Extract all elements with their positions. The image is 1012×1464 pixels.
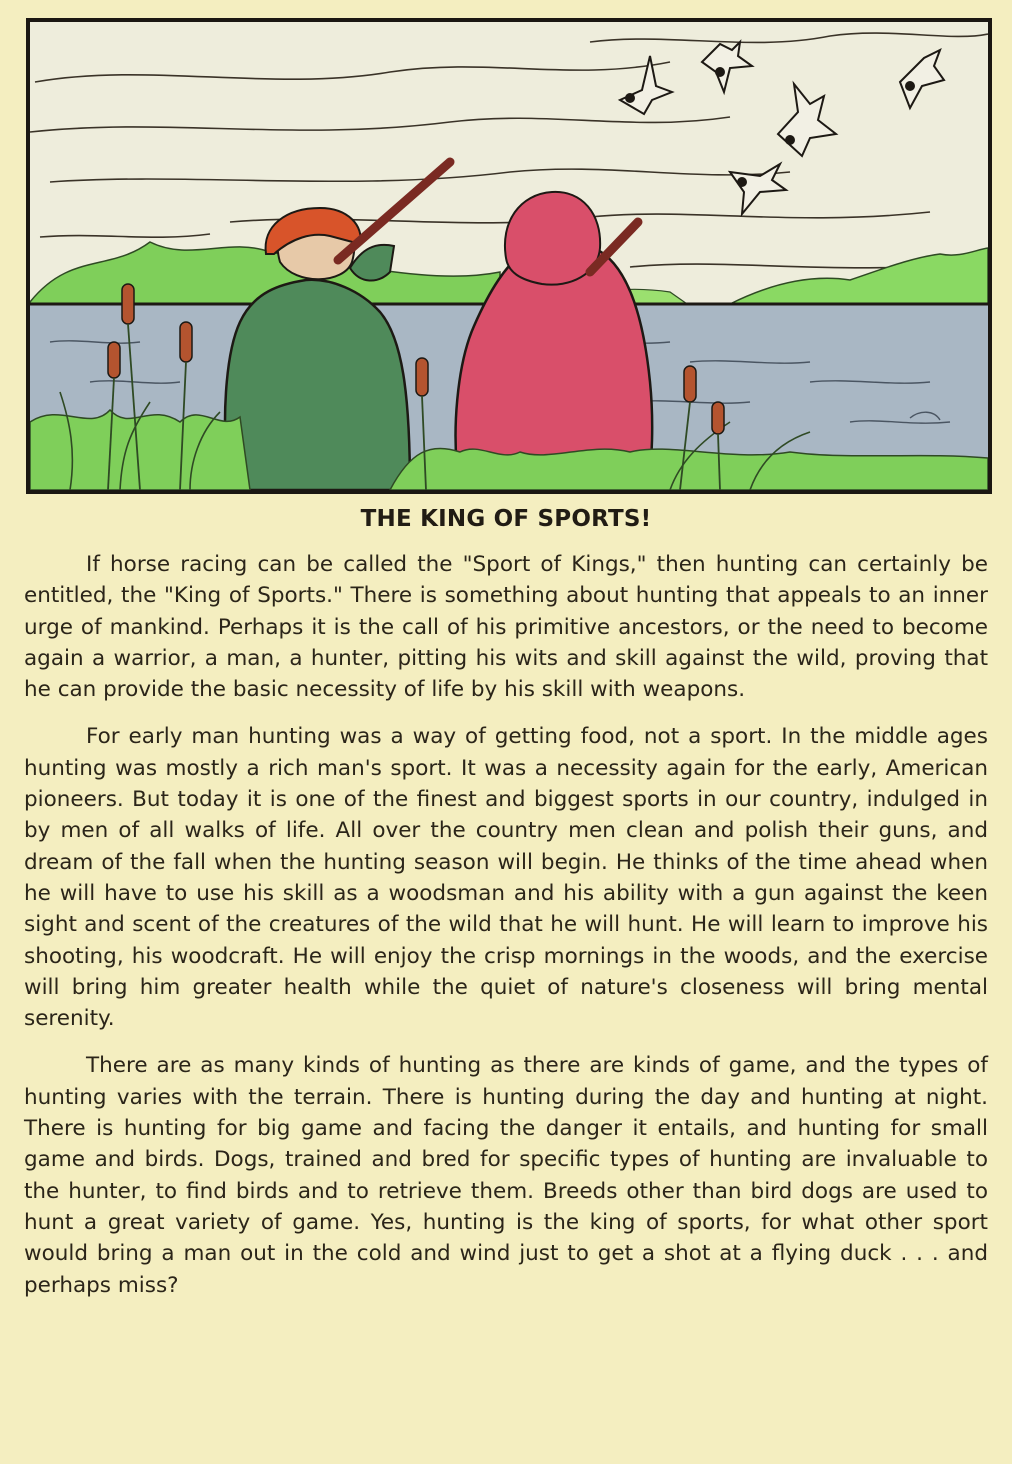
article-paragraph: For early man hunting was a way of getting food, not a sport. In the middle ages hunting was mostly a rich man's sport. It was a necessity again for the early, American pioneers. But today it is one of the finest and biggest sports in our country, indulged in by men of all walks of life. All over the country men clean and polish their guns, and dream of the fall when the hunting season will begin. He thinks of the time ahead when he will have to use his skill as a woodsman and his ability with a gun against the keen sight and scent of the creatures of the wild that he will hunt. He will learn to improve his shooting, his woodcraft. He will enjoy the crisp mornings in the woods, and the exercise will bring him greater health while the quiet of nature's closeness will bring mental serenity. <box>24 724 988 1032</box>
article-headline: THE KING OF SPORTS! <box>360 506 652 532</box>
duck-hunting-illustration <box>26 18 992 494</box>
duck-hunting-scene-icon <box>30 22 988 490</box>
article-body <box>24 549 988 1317</box>
article-paragraph: There are as many kinds of hunting as there are kinds of game, and the types of hunting varies with the terrain. There is hunting during the day and hunting at night. There is hunting for big game and facing the danger it entails, and hunting for small game and birds. Dogs, trained and bred for specific types of hunting are invaluable to the hunter, to find birds and to retrieve them. Breeds other than bird dogs are used to hunt a great variety of game. Yes, hunting is the king of sports, for what other sport would bring a man out in the cold and wind just to get a shot at a flying duck . . . and perhaps miss? <box>24 1053 988 1298</box>
article-paragraph: If horse racing can be called the "Sport of Kings," then hunting can certainly be entitled, the "King of Sports." There is something about hunting that appeals to an inner urge of mankind. Perhaps it is the call of his primitive ancestors, or the need to become again a warrior, a man, a hunter, pitting his wits and skill against the wild, proving that he can provide the basic necessity of life by his skill with weapons. <box>24 552 988 703</box>
